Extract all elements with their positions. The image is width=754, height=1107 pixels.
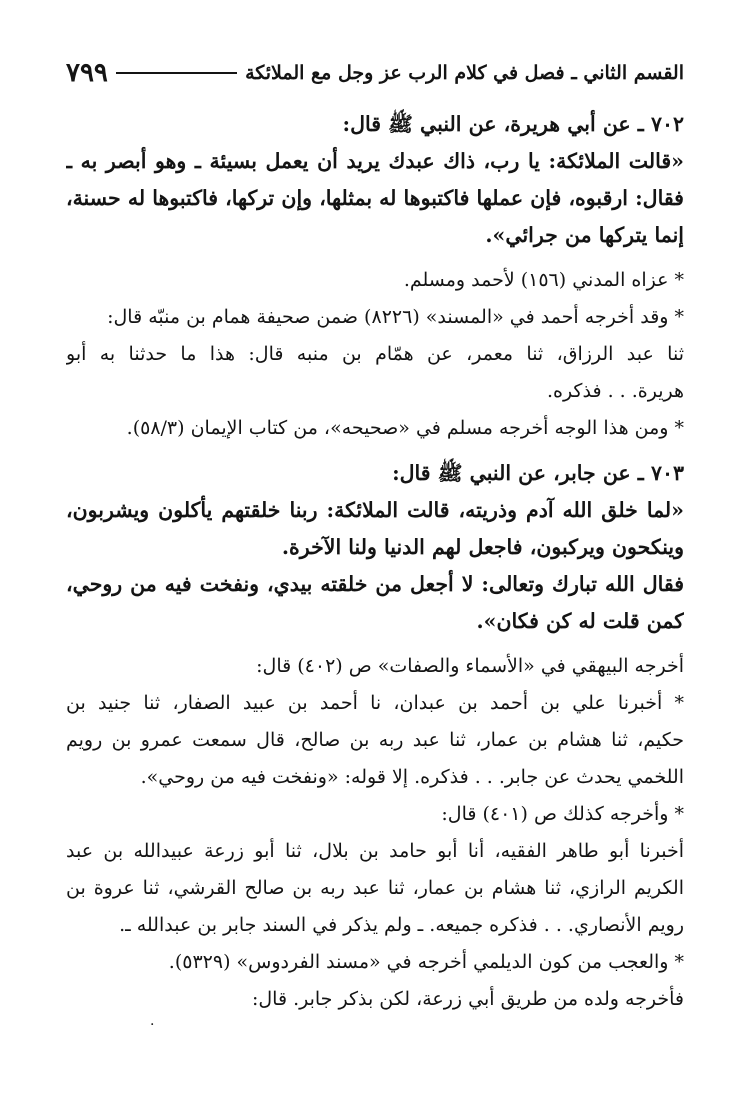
page-body xyxy=(66,106,684,1018)
paragraph-gap xyxy=(66,447,684,455)
hadith-text-line: «قالت الملائكة: يا رب، ذاك عبدك يريد أن يعمل بسيئة ـ وهو أبصر به ـ xyxy=(66,149,684,173)
commentary-line: * وأخرجه كذلك ص (٤٠١) قال: xyxy=(441,803,684,825)
commentary-line: * والعجب من كون الديلمي أخرجه في «مسند الفردوس» (٥٣٢٩). xyxy=(168,951,684,973)
speck: · xyxy=(150,1017,155,1033)
hadith-text-line: «لما خلق الله آدم وذريته، قالت الملائكة: ربنا خلقتهم يأكلون ويشربون، xyxy=(66,498,684,522)
hadith-text-line: كمن قلت له كن فكان». xyxy=(476,609,684,633)
page-number: ٧٩٩ xyxy=(66,58,108,88)
commentary-line: فأخرجه ولده من طريق أبي زرعة، لكن بذكر جابر. قال: xyxy=(251,988,684,1010)
hadith-text-line: إنما يتركها من جرائي». xyxy=(485,223,684,247)
commentary-line: رويم الأنصاري. . . فذكره جميعه. ـ ولم يذكر في السند جابر بن عبدالله ـ. xyxy=(119,914,684,936)
commentary-line: أخرجه البيهقي في «الأسماء والصفات» ص (٤٠٢) قال: xyxy=(256,655,684,677)
commentary-line: * وقد أخرجه أحمد في «المسند» (٨٢٢٦) ضمن صحيفة همام بن منبّه قال: xyxy=(107,306,684,328)
commentary-line: * ومن هذا الوجه أخرجه مسلم في «صحيحه»، من كتاب الإيمان (٥٨/٣). xyxy=(126,417,684,439)
commentary-line: ثنا عبد الرزاق، ثنا معمر، عن همّام بن منبه قال: هذا ما حدثنا به أبو xyxy=(66,343,684,365)
header-rule xyxy=(116,72,237,74)
commentary-line: * أخبرنا علي بن أحمد بن عبدان، نا أحمد بن عبيد الصفار، ثنا جنيد بن xyxy=(66,692,684,714)
hadith-text-line: فقال: ارقبوه، فإن عملها فاكتبوها له بمثلها، وإن تركها، فاكتبوها له حسنة، xyxy=(66,186,684,210)
hadith-text-line: فقال الله تبارك وتعالى: لا أجعل من خلقته بيدي، ونفخت فيه من روحي، xyxy=(66,572,684,596)
commentary-line: الكريم الرازي، ثنا هشام بن عمار، ثنا عبد ربه بن صالح القرشي، ثنا عروة بن xyxy=(66,877,684,899)
running-header xyxy=(66,56,684,90)
chapter-title: القسم الثاني ـ فصل في كلام الرب عز وجل مع الملائكة xyxy=(245,62,684,84)
commentary-line: حكيم، ثنا هشام بن عمار، ثنا عبد ربه بن صالح، قال سمعت عمرو بن رويم xyxy=(66,729,684,751)
hadith-text-line: ٧٠٣ ـ عن جابر، عن النبي ﷺ قال: xyxy=(392,461,684,485)
paragraph-gap xyxy=(66,640,684,648)
commentary-line: أخبرنا أبو طاهر الفقيه، أنا أبو حامد بن بلال، ثنا أبو زرعة عبيدالله بن عبد xyxy=(66,840,684,862)
hadith-text-line: وينكحون ويركبون، فاجعل لهم الدنيا ولنا الآخرة. xyxy=(281,535,684,559)
paragraph-gap xyxy=(66,254,684,262)
commentary-line: اللخمي يحدث عن جابر. . . فذكره. إلا قوله: «ونفخت فيه من روحي». xyxy=(140,766,684,788)
commentary-line: * عزاه المدني (١٥٦) لأحمد ومسلم. xyxy=(403,269,684,291)
hadith-text-line: ٧٠٢ ـ عن أبي هريرة، عن النبي ﷺ قال: xyxy=(342,112,684,136)
commentary-line: هريرة. . . فذكره. xyxy=(546,380,684,402)
